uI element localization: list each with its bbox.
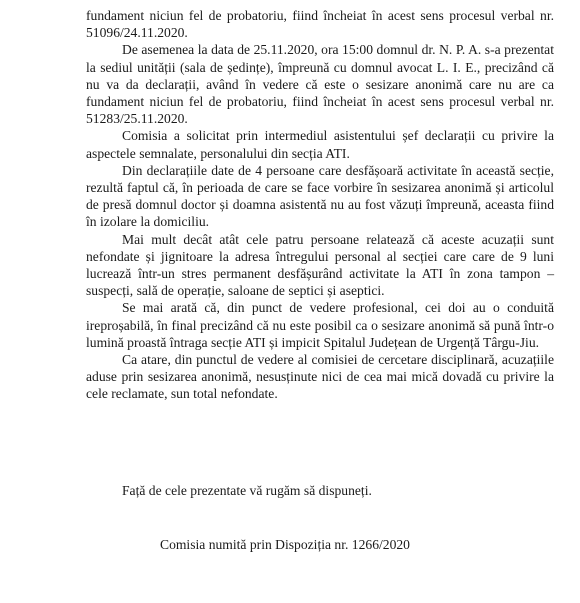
paragraph: Ca atare, din punctul de vedere al comisiei de cercetare disciplinară, acuzațiile aduse prin sesizarea anonimă, nesusținute nici de cea mai mică dovadă cu privire la cele reclamate, sun total nefondate. (86, 352, 554, 402)
paragraph: Se mai arată că, din punct de vedere profesional, cei doi au o conduită ireproșabilă, în final precizând că nu este posibil ca o sesizare anonimă să pună într-o lumină proastă întraga secție ATI și impicit Spitalul Județean de Urgență Târgu-Jiu. (86, 300, 554, 350)
commission-signature-line: Comisia numită prin Dispoziția nr. 1266/2020 (160, 537, 410, 552)
paragraph: Mai mult decât atât cele patru persoane relatează că aceste acuzații sunt nefondate și jignitoare la adresa întregului personal al secției care care de 9 luni lucrează într-un stres permanent desfășurând activitate la ATI în zona tampon – suspecți, sală de operație, saloane de septici și aseptici. (86, 231, 554, 299)
paragraph: De asemenea la data de 25.11.2020, ora 15:00 domnul dr. N. P. A. s-a prezentat la sediul unității (sala de ședințe), împreună cu domnul avocat L. I. E., precizând că nu va da declarații, având în vedere că este o sesizare anonimă care nu are ca fundament niciun fel de probatoriu, fiind încheiat în acest sens procesul verbal nr. 51283/25.11.2020. (86, 42, 554, 127)
closing-request: Față de cele prezentate vă rugăm să dispuneți. (122, 483, 372, 498)
paragraph: fundament niciun fel de probatoriu, fiind încheiat în acest sens procesul verbal nr. 51096/24.11.2020. (86, 8, 554, 41)
document-body (86, 7, 554, 403)
paragraph: Comisia a solicitat prin intermediul asistentului șef declarații cu privire la aspectele semnalate, personalului din secția ATI. (86, 128, 554, 161)
paragraph: Din declarațiile date de 4 persoane care desfășoară activitate în această secție, rezultă faptul că, în perioada de care se face vorbire în sesizarea anonimă și articolul de presă domnul doctor și doamna asistentă nu au fost văzuți împreună, aceasta fiind în izolare la domiciliu. (86, 162, 554, 230)
